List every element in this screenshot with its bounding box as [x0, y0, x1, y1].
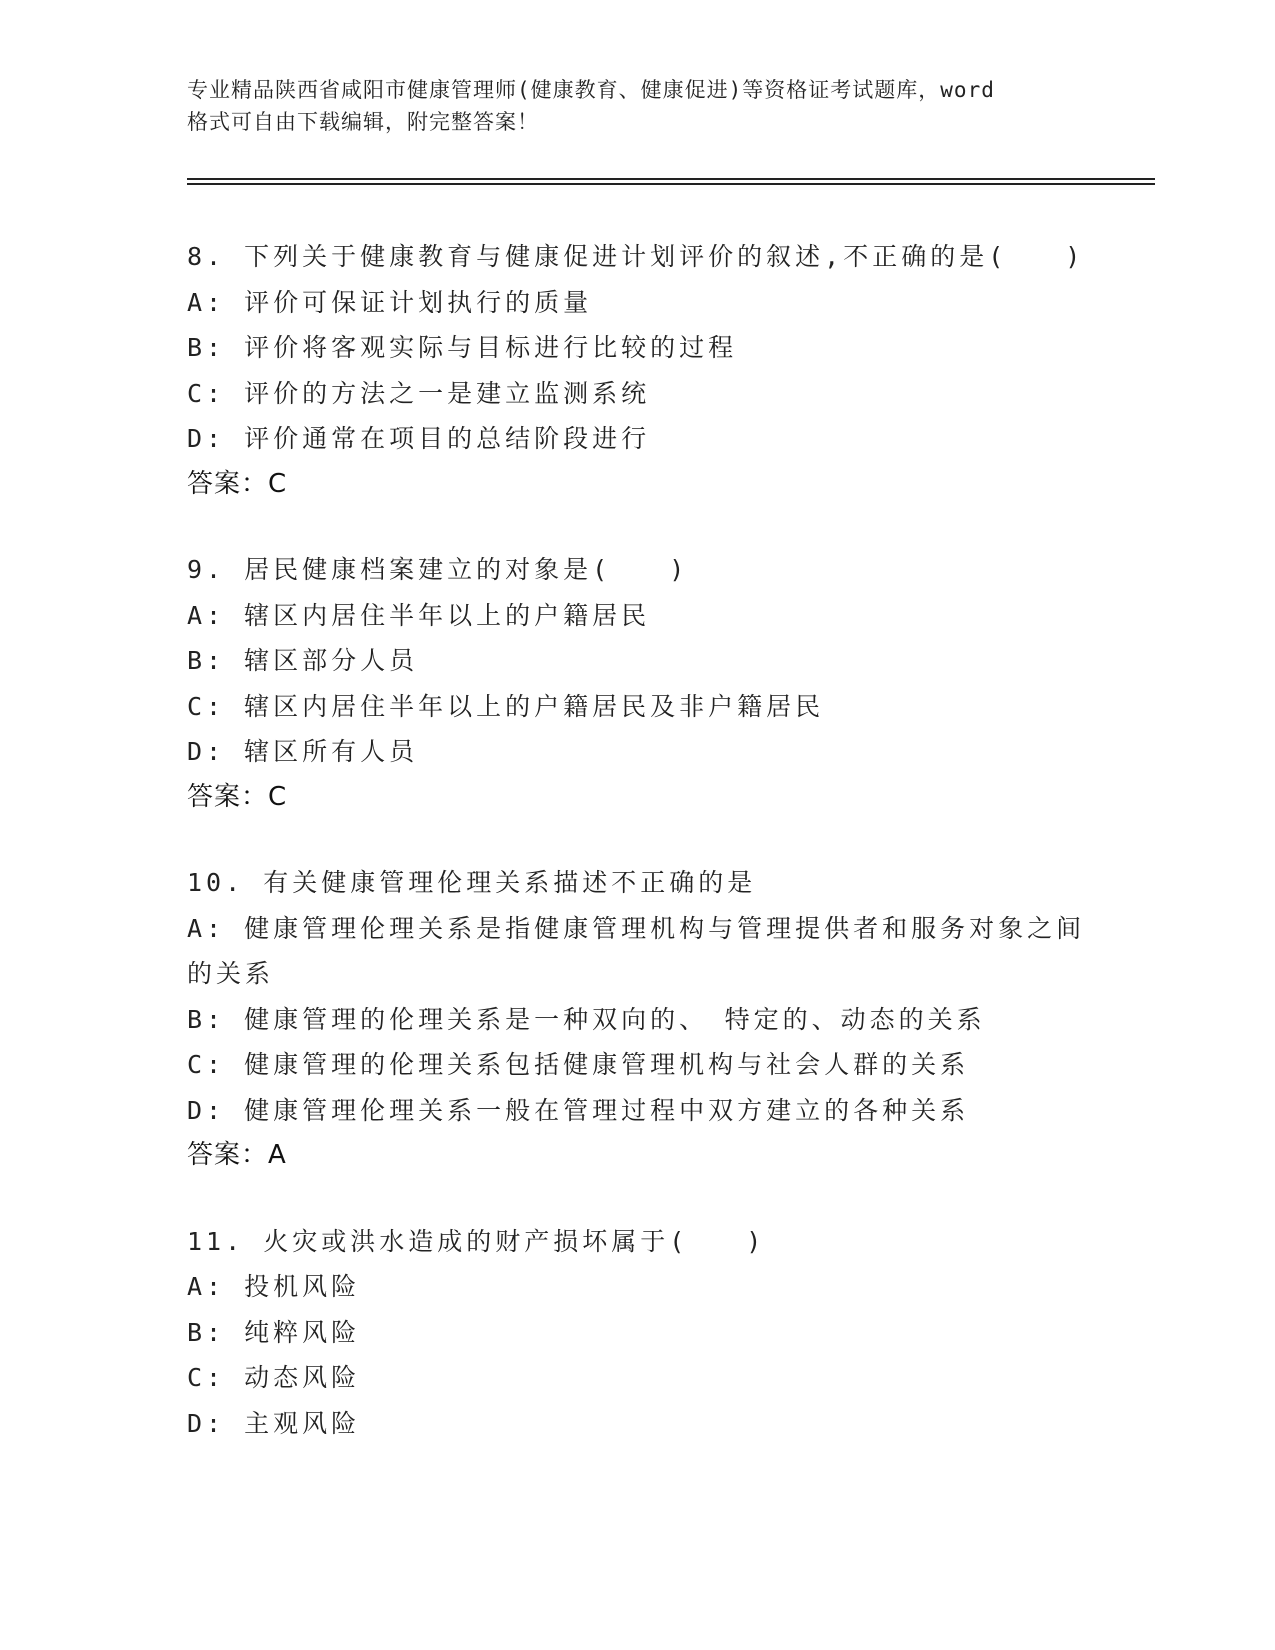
question-stem: 8. 下列关于健康教育与健康促进计划评价的叙述,不正确的是( )	[187, 242, 1085, 271]
option-d: D: 主观风险	[187, 1408, 361, 1438]
option-a: A: 健康管理伦理关系是指健康管理机构与管理提供者和服务对象之间的关系	[187, 913, 1086, 988]
option-c: C: 辖区内居住半年以上的户籍居民及非户籍居民	[187, 691, 825, 721]
question-10	[187, 860, 1087, 1179]
option-a: A: 评价可保证计划执行的质量	[187, 287, 593, 317]
option-d: D: 评价通常在项目的总结阶段进行	[187, 424, 651, 453]
question-8	[187, 234, 1087, 507]
option-d: D: 健康管理伦理关系一般在管理过程中双方建立的各种关系	[187, 1095, 970, 1125]
document-header	[187, 74, 1087, 138]
question-list	[187, 234, 1087, 1486]
option-a: A: 投机风险	[187, 1272, 361, 1301]
question-9	[187, 547, 1087, 820]
option-b: B: 健康管理的伦理关系是一种双向的、 特定的、动态的关系	[187, 1004, 986, 1034]
answer-label: 答案：A	[187, 1140, 287, 1170]
option-b: B: 纯粹风险	[187, 1317, 361, 1347]
answer-label: 答案：C	[187, 468, 288, 499]
header-line-2: 格式可自由下载编辑，附完整答案！	[187, 110, 539, 134]
option-c: C: 评价的方法之一是建立监测系统	[187, 378, 651, 408]
header-divider-bottom	[187, 183, 1155, 185]
option-c: C: 动态风险	[187, 1363, 361, 1392]
option-b: B: 评价将客观实际与目标进行比较的过程	[187, 333, 738, 362]
question-11	[187, 1219, 1087, 1447]
option-a: A: 辖区内居住半年以上的户籍居民	[187, 600, 651, 630]
option-c: C: 健康管理的伦理关系包括健康管理机构与社会人群的关系	[187, 1050, 970, 1079]
header-divider-top	[187, 178, 1155, 180]
answer-label: 答案：C	[187, 781, 288, 812]
option-d: D: 辖区所有人员	[187, 737, 419, 766]
question-stem: 11. 火灾或洪水造成的财产损坏属于( )	[187, 1226, 766, 1256]
option-b: B: 辖区部分人员	[187, 646, 419, 675]
header-line-1: 专业精品陕西省咸阳市健康管理师(健康教育、健康促进)等资格证考试题库，word	[187, 78, 995, 102]
question-stem: 9. 居民健康档案建立的对象是( )	[187, 555, 689, 584]
question-stem: 10. 有关健康管理伦理关系描述不正确的是	[187, 868, 757, 897]
